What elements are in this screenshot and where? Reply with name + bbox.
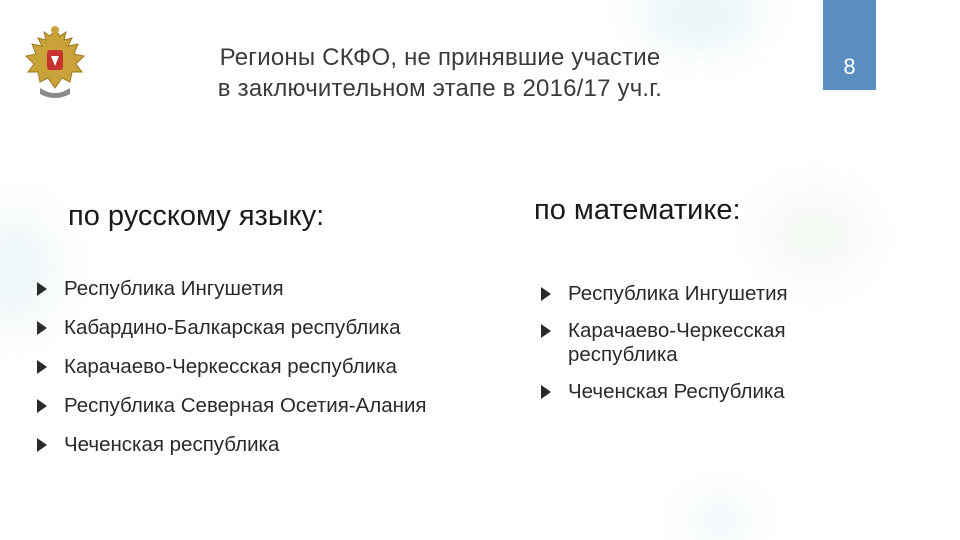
- title-line-2: в заключительном этапе в 2016/17 уч.г.: [217, 75, 663, 102]
- list-item: [37, 277, 517, 301]
- bullet-triangle-icon: [37, 321, 47, 335]
- coat-of-arms-icon: [20, 24, 90, 104]
- background-decoration: [690, 500, 750, 540]
- bullet-triangle-icon: [37, 282, 47, 296]
- list-item: [37, 316, 517, 340]
- list-item: [37, 355, 517, 379]
- bullet-triangle-icon: [541, 287, 551, 301]
- bullet-triangle-icon: [541, 324, 551, 338]
- left-column-list: [37, 277, 517, 457]
- list-item-text: Республика Ингушетия: [64, 277, 284, 300]
- slide-title: [150, 42, 730, 104]
- bullet-triangle-icon: [541, 385, 551, 399]
- list-item: [541, 319, 868, 367]
- list-item-text: Республика Северная Осетия-Алания: [64, 394, 427, 417]
- list-item: [541, 282, 861, 306]
- list-item: [37, 394, 454, 418]
- right-column-list: [541, 282, 861, 404]
- list-item: [541, 380, 861, 404]
- list-item-text: Чеченская Республика: [568, 380, 785, 403]
- title-line-1: Регионы СКФО, не принявшие участие: [219, 44, 661, 71]
- right-column-heading: по математике:: [534, 194, 741, 226]
- list-item-text: Республика Ингушетия: [568, 282, 788, 305]
- bullet-triangle-icon: [37, 399, 47, 413]
- list-item-text: Карачаево-Черкесская республика: [64, 355, 397, 378]
- bullet-triangle-icon: [37, 360, 47, 374]
- list-item-text: Кабардино-Балкарская республика: [64, 316, 401, 339]
- page-number: 8: [843, 54, 856, 79]
- left-column-heading: по русскому языку:: [68, 200, 325, 232]
- background-decoration: [760, 190, 870, 280]
- list-item: [37, 433, 517, 457]
- list-item-text: Карачаево-Черкесская республика: [568, 319, 786, 366]
- page-number-badge: [823, 0, 876, 90]
- list-item-text: Чеченская республика: [64, 433, 280, 456]
- bullet-triangle-icon: [37, 438, 47, 452]
